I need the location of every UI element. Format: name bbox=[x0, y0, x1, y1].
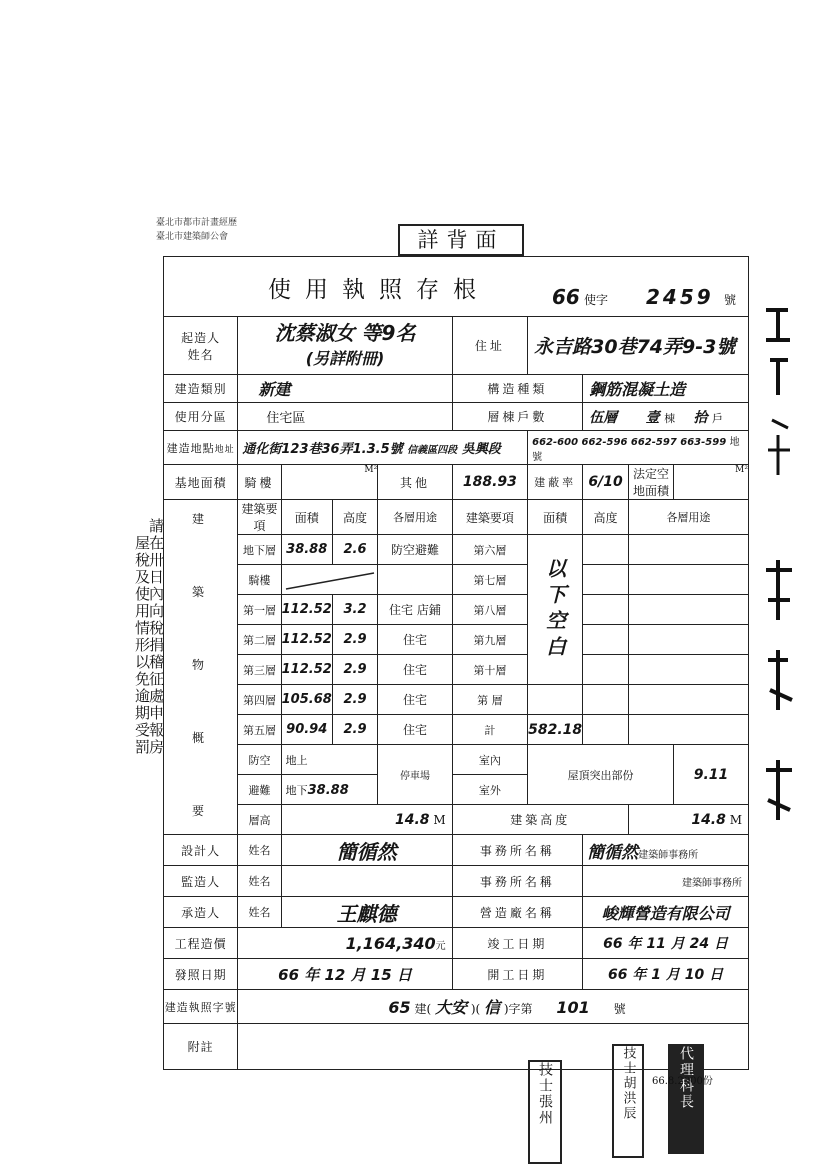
owner-name-label: 姓名 bbox=[187, 347, 214, 362]
designer-name-label: 姓名 bbox=[238, 835, 281, 866]
side-char-3: 物 bbox=[192, 658, 205, 672]
parking-indoor: 室內 bbox=[452, 745, 527, 775]
notice-col-1: 請在卅日內向稅捐稽征處申報房 bbox=[147, 518, 165, 756]
floor-name-r: 第八層 bbox=[452, 595, 527, 625]
owner-name-sub: (另詳附冊) bbox=[305, 348, 385, 368]
completion-date: 66 年 11 月 24 日 bbox=[583, 928, 749, 959]
contractor-name-label: 姓名 bbox=[238, 897, 281, 928]
floor-height: 2.9 bbox=[332, 715, 377, 745]
site-lot: 信義區四段 bbox=[407, 445, 458, 456]
owner-label: 起造人 bbox=[181, 330, 221, 345]
form-title: 使用執照存根 bbox=[268, 277, 490, 303]
col-area-2: 面積 bbox=[528, 500, 583, 535]
permit-year: 65 bbox=[388, 998, 411, 1017]
floor-name-r: 第十層 bbox=[452, 655, 527, 685]
structure-value: 鋼筋混凝土造 bbox=[583, 375, 749, 403]
floor-area: 112.52 bbox=[281, 625, 332, 655]
floor-use: 防空避難 bbox=[378, 535, 452, 565]
side-char-1: 建 bbox=[192, 512, 205, 526]
floors-label: 層棟戶數 bbox=[452, 403, 582, 431]
floor-height: 2.9 bbox=[332, 625, 377, 655]
address-label: 住址 bbox=[452, 317, 527, 375]
start-label: 開工日期 bbox=[452, 959, 582, 990]
side-note-upper: 臺北市都市計畫經歷 bbox=[156, 218, 238, 228]
floor-name-r: 第七層 bbox=[452, 565, 527, 595]
roof-value: 9.11 bbox=[674, 745, 749, 805]
col-height-2: 高度 bbox=[583, 500, 629, 535]
designer-office: 簡循然 bbox=[587, 842, 639, 863]
floor-area: 112.52 bbox=[281, 655, 332, 685]
site-lot2: 吳興段 bbox=[461, 442, 501, 457]
household-count: 拾 bbox=[693, 409, 708, 426]
floor-use: 住宅 bbox=[378, 685, 452, 715]
parking-label: 停車場 bbox=[378, 745, 452, 805]
total-area: 582.18 bbox=[528, 715, 583, 745]
other-label: 其他 bbox=[378, 465, 452, 500]
other-area-value: 188.93 bbox=[452, 465, 527, 500]
stamp-chief: 代理科長 bbox=[678, 1046, 694, 1110]
col-use-2: 各層用途 bbox=[628, 500, 748, 535]
designer-name: 簡循然 bbox=[281, 835, 452, 866]
open-space-label: 法定空地面積 bbox=[628, 465, 673, 500]
floor-use: 住宅 bbox=[378, 715, 452, 745]
side-char-4: 概 bbox=[192, 731, 205, 745]
license-number: 2459 bbox=[646, 285, 714, 309]
contractor-name: 王麒德 bbox=[281, 897, 452, 928]
zoning-label: 使用分區 bbox=[164, 403, 238, 431]
floor-height: 2.9 bbox=[332, 685, 377, 715]
shelter-below: 地下 bbox=[285, 783, 308, 797]
supervisor-office-suffix: 建築師事務所 bbox=[583, 866, 749, 897]
cost-unit: 元 bbox=[435, 940, 446, 952]
floor-use: 住宅 bbox=[378, 625, 452, 655]
table-row bbox=[164, 715, 749, 745]
floor-name: 騎樓 bbox=[238, 565, 281, 595]
building-type-value: 新建 bbox=[238, 375, 452, 403]
license-word: 使字 bbox=[584, 293, 609, 307]
arcade-label: 騎樓 bbox=[238, 465, 281, 500]
coverage-label: 建蔽率 bbox=[528, 465, 583, 500]
designer-label: 設計人 bbox=[164, 835, 238, 866]
building-unit: 棟 bbox=[664, 411, 676, 425]
site-sublabel: 地址 bbox=[214, 444, 235, 455]
permit-label: 建造執照字號 bbox=[164, 990, 238, 1024]
col-height: 高度 bbox=[332, 500, 377, 535]
structure-label: 構造種類 bbox=[452, 375, 582, 403]
site-parcels: 662-600 662-596 662-597 663-599 bbox=[532, 436, 727, 448]
permit-number: 101 bbox=[556, 998, 590, 1017]
table-row bbox=[164, 535, 749, 565]
parking-outdoor: 室外 bbox=[452, 775, 527, 805]
shelter-above: 地上 bbox=[281, 745, 378, 775]
contractor-label: 承造人 bbox=[164, 897, 238, 928]
floor-height: 2.9 bbox=[332, 655, 377, 685]
number-suffix: 號 bbox=[724, 293, 737, 307]
site-label: 建造地點 bbox=[166, 441, 215, 455]
cost-value: 1,164,340 bbox=[345, 933, 436, 953]
issue-label: 發照日期 bbox=[164, 959, 238, 990]
floor-name: 第一層 bbox=[238, 595, 281, 625]
owner-name: 沈蔡淑女 等9名 bbox=[274, 320, 416, 345]
building-count: 壹 bbox=[645, 409, 660, 426]
shelter-below-value: 38.88 bbox=[307, 782, 349, 798]
col-area: 面積 bbox=[281, 500, 332, 535]
floor-area: 38.88 bbox=[281, 535, 332, 565]
floor-name: 第二層 bbox=[238, 625, 281, 655]
shelter-label-1: 防空 bbox=[238, 745, 281, 775]
stamp-inspector-1: 技士張州 bbox=[537, 1062, 553, 1126]
table-row bbox=[164, 595, 749, 625]
table-row bbox=[164, 625, 749, 655]
designer-office-suffix: 建築師事務所 bbox=[638, 849, 699, 861]
side-note-lower: 臺北市建築師公會 bbox=[156, 232, 229, 242]
roof-label: 屋頂突出部份 bbox=[528, 745, 674, 805]
permit-word-2: )( bbox=[470, 1002, 481, 1016]
floor-area: 90.94 bbox=[281, 715, 332, 745]
notice-col-2: 屋稅及使用情形以免逾期受罰 bbox=[133, 535, 151, 756]
floor-name-r: 第九層 bbox=[452, 625, 527, 655]
area-label: 基地面積 bbox=[164, 465, 238, 500]
stamp-inspector-2: 技士胡洪辰 bbox=[620, 1046, 636, 1121]
supervisor-label: 監造人 bbox=[164, 866, 238, 897]
floor-height-label: 層高 bbox=[238, 805, 281, 835]
floor-height: 2.6 bbox=[332, 535, 377, 565]
col-item: 建築要項 bbox=[238, 500, 281, 535]
floor-name-r: 計 bbox=[452, 715, 527, 745]
floor-area: 112.52 bbox=[281, 595, 332, 625]
col-use: 各層用途 bbox=[378, 500, 452, 535]
permit-word-3: )字第 bbox=[503, 1002, 533, 1016]
floor-name: 第四層 bbox=[238, 685, 281, 715]
company-name: 峻輝營造有限公司 bbox=[583, 897, 749, 928]
building-height-label: 建築高度 bbox=[452, 805, 628, 835]
open-space-unit: M² bbox=[674, 465, 749, 500]
floor-name-r: 第六層 bbox=[452, 535, 527, 565]
permit-suffix: 號 bbox=[613, 1002, 626, 1016]
household-unit: 戶 bbox=[711, 411, 723, 425]
print-note: 66.8.2000份 bbox=[652, 1076, 713, 1087]
shelter-label-2: 避難 bbox=[238, 775, 281, 805]
building-height-unit: M bbox=[729, 812, 742, 827]
cost-label: 工程造價 bbox=[164, 928, 238, 959]
permit-subword: 信 bbox=[484, 998, 501, 1017]
coverage-value: 6/10 bbox=[583, 465, 629, 500]
floor-use: 住宅 店鋪 bbox=[378, 595, 452, 625]
floor-area: 105.68 bbox=[281, 685, 332, 715]
remarks-label: 附註 bbox=[164, 1024, 238, 1070]
license-form bbox=[163, 256, 749, 1070]
start-date: 66 年 1 月 10 日 bbox=[583, 959, 749, 990]
detail-back-box: 詳背面 bbox=[398, 224, 524, 256]
floors-value: 伍層 bbox=[589, 409, 618, 426]
table-row bbox=[164, 655, 749, 685]
right-margin-marks bbox=[758, 300, 800, 900]
owner-address: 永吉路30巷74弄9-3號 bbox=[528, 317, 749, 375]
floor-use: 住宅 bbox=[378, 655, 452, 685]
zoning-value: 住宅區 bbox=[238, 403, 452, 431]
designer-office-label: 事務所名稱 bbox=[452, 835, 582, 866]
issue-date: 66 年 12 月 15 日 bbox=[238, 959, 452, 990]
floor-height-unit: M bbox=[433, 812, 446, 827]
table-row bbox=[164, 685, 749, 715]
building-type-label: 建造類別 bbox=[164, 375, 238, 403]
floor-height: 3.2 bbox=[332, 595, 377, 625]
company-label: 營造廠名稱 bbox=[452, 897, 582, 928]
arcade-unit: M² bbox=[281, 465, 378, 500]
permit-word-1: 建( bbox=[414, 1002, 432, 1016]
floor-name: 第三層 bbox=[238, 655, 281, 685]
building-height-value: 14.8 bbox=[691, 811, 726, 828]
site-parcel-label: 地號 bbox=[532, 436, 740, 463]
completion-label: 竣工日期 bbox=[452, 928, 582, 959]
blank-annotation: 以下空白 bbox=[528, 535, 583, 685]
permit-district: 大安 bbox=[434, 998, 467, 1017]
floor-name: 第五層 bbox=[238, 715, 281, 745]
site-address: 通化街123巷36弄1.3.5號 bbox=[242, 442, 403, 457]
floor-name: 地下層 bbox=[238, 535, 281, 565]
side-char-5: 要 bbox=[192, 804, 205, 818]
floor-height-value: 14.8 bbox=[395, 811, 430, 828]
table-row bbox=[164, 565, 749, 595]
license-year: 66 bbox=[552, 285, 580, 309]
floor-name-r: 第 層 bbox=[452, 685, 527, 715]
side-char-2: 築 bbox=[192, 585, 205, 599]
supervisor-name-label: 姓名 bbox=[238, 866, 281, 897]
supervisor-office-label: 事務所名稱 bbox=[452, 866, 582, 897]
col-item-2: 建築要項 bbox=[452, 500, 527, 535]
